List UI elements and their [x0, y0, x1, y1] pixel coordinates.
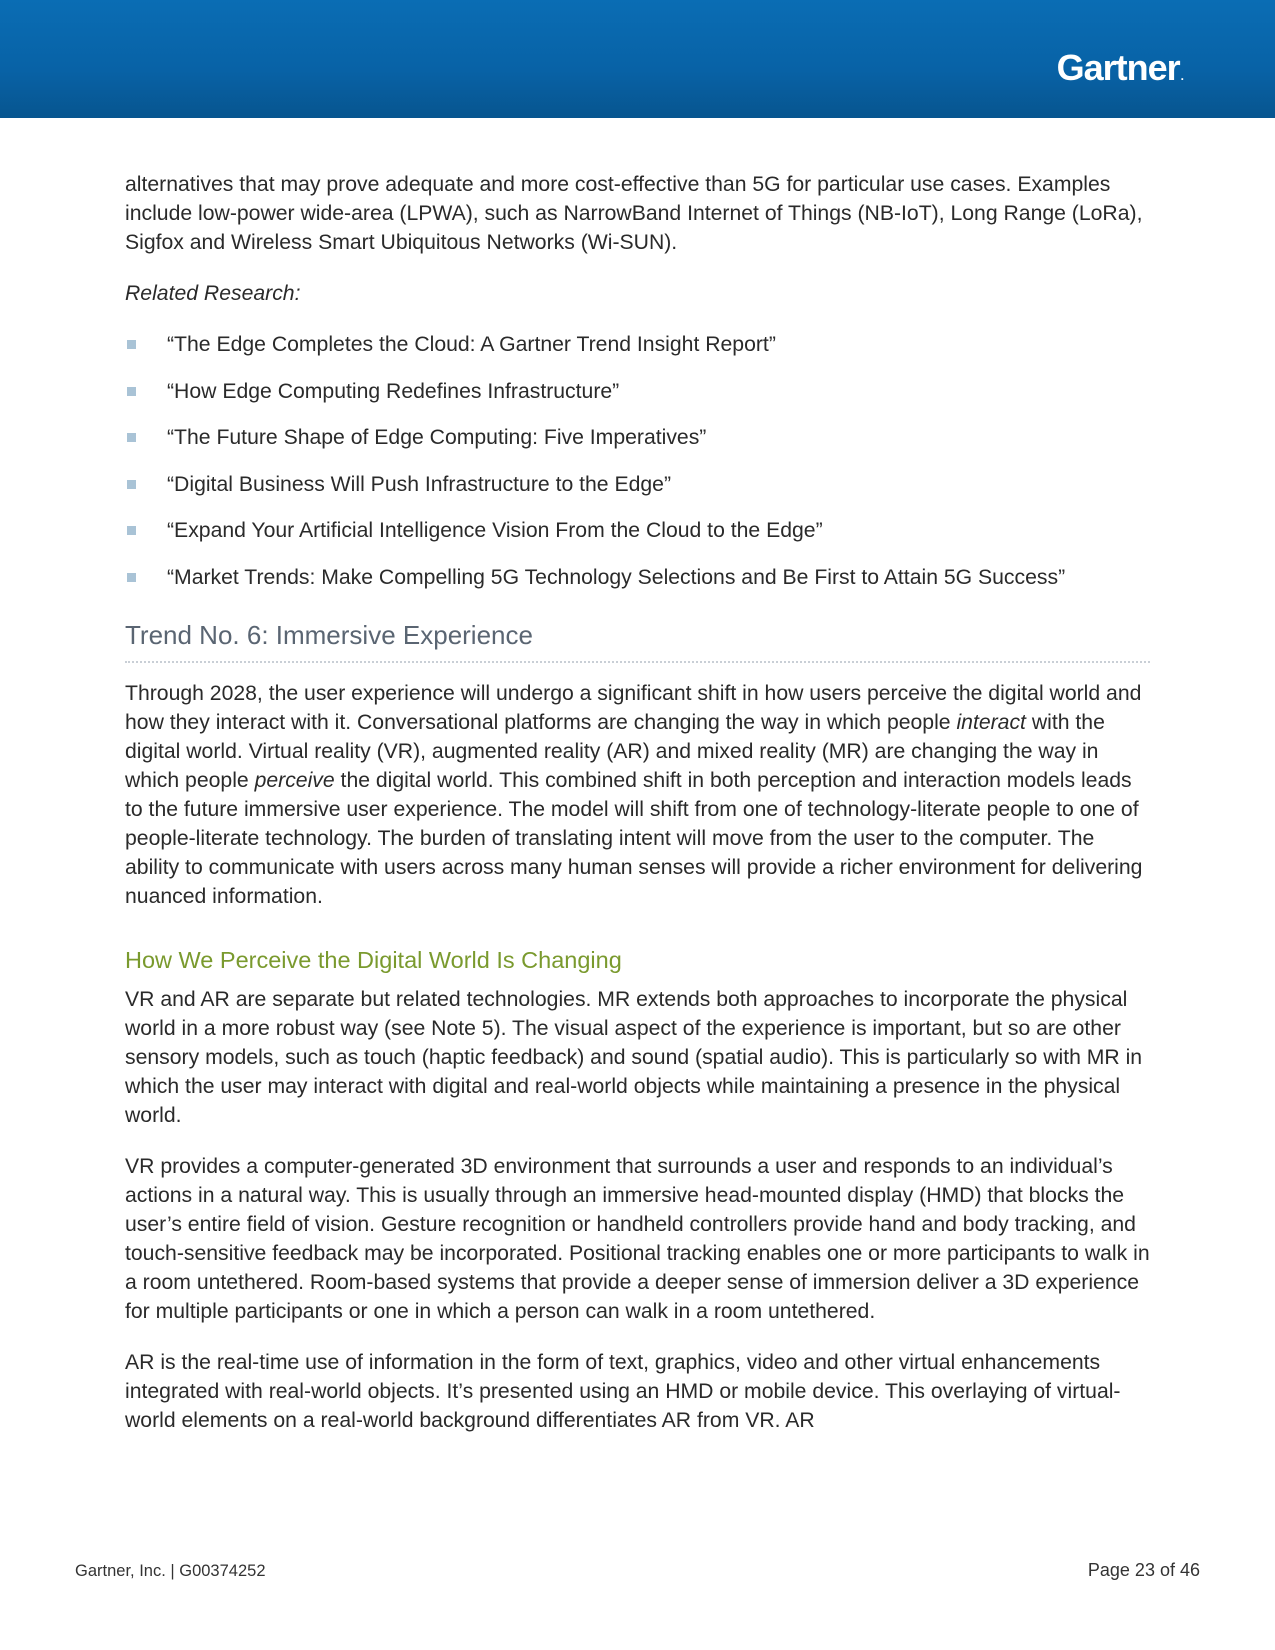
research-item-text: “Expand Your Artificial Intelligence Vision From the Cloud to the Edge”: [167, 519, 823, 542]
related-research-list: [125, 330, 1150, 592]
sub-heading: How We Perceive the Digital World Is Changing: [125, 946, 622, 973]
trend-text-2: with the digital world. Virtual reality (VR), augmented reality (AR) and mixed reality (MR) are changing the way in which people: [125, 710, 1105, 792]
trend-emphasis-perceive: perceive: [254, 768, 335, 792]
logo-dot: .: [1180, 69, 1183, 83]
vr-ar-paragraph: VR and AR are separate but related technologies. MR extends both approaches to incorporate the physical world in a more robust way (see Note 5). The visual aspect of the experience is important, but so are other sensory models, such as touch (haptic feedback) and sound (spatial audio). This is particularly so with MR in which the user may interact with digital and real-world objects while maintaining a presence in the physical world.: [125, 987, 1143, 1127]
trend-text-3: the digital world. This combined shift in both perception and interaction models leads to the future immersive user experience. The model will shift from one of technology-literate people to one of people-literate technology. The burden of translating intent will move from the user to the computer. The ability to communicate with users across many human senses will provide a richer environment for delivering nuanced information.: [125, 768, 1143, 908]
related-research-label: Related Research:: [125, 282, 301, 305]
square-bullet-icon: [127, 433, 136, 442]
research-item[interactable]: [125, 563, 1150, 592]
research-item-text: “The Edge Completes the Cloud: A Gartner Trend Insight Report”: [167, 333, 776, 356]
intro-paragraph: alternatives that may prove adequate and more cost-effective than 5G for particular use cases. Examples include low-power wide-area (LPWA), such as NarrowBand Internet of Things (NB-IoT), Long Range (LoRa), Sigfox and Wireless Smart Ubiquitous Networks (Wi-SUN).: [125, 173, 1143, 254]
research-item[interactable]: [125, 423, 1150, 452]
trend-emphasis-interact: interact: [956, 710, 1026, 734]
research-item[interactable]: [125, 377, 1150, 406]
trend-heading: Trend No. 6: Immersive Experience: [125, 618, 1150, 663]
square-bullet-icon: [127, 387, 136, 396]
square-bullet-icon: [127, 480, 136, 489]
page-content: [125, 170, 1150, 1435]
header-bar: [0, 0, 1275, 118]
square-bullet-icon: [127, 526, 136, 535]
square-bullet-icon: [127, 340, 136, 349]
ar-paragraph: AR is the real-time use of information in the form of text, graphics, video and other virtual enhancements integrated with real-world objects. It’s presented using an HMD or mobile device. This overlaying of virtual-world elements on a real-world background differentiates AR from VR. AR: [125, 1350, 1121, 1432]
trend-text-1: Through 2028, the user experience will undergo a significant shift in how users perceive the digital world and how they interact with it. Conversational platforms are changing the way in which people: [125, 681, 1142, 734]
gartner-logo: [1057, 48, 1183, 96]
research-item[interactable]: [125, 516, 1150, 545]
research-item-text: “Market Trends: Make Compelling 5G Technology Selections and Be First to Attain 5G Success”: [167, 565, 1066, 589]
footer-publisher: Gartner, Inc. | G00374252: [75, 1562, 266, 1580]
research-item[interactable]: [125, 470, 1150, 499]
logo-text: Gartner: [1056, 47, 1180, 88]
research-item[interactable]: [125, 330, 1150, 359]
footer-page-number: Page 23 of 46: [1087, 1560, 1200, 1580]
research-item-text: “Digital Business Will Push Infrastructure to the Edge”: [167, 472, 671, 496]
vr-paragraph: VR provides a computer-generated 3D environment that surrounds a user and responds to an individual’s actions in a natural way. This is usually through an immersive head-mounted display (HMD) that blocks the user’s entire field of vision. Gesture recognition or handheld controllers provide hand and body tracking, and touch-sensitive feedback may be incorporated. Positional tracking enables one or more participants to walk in a room untethered. Room-based systems that provide a deeper sense of immersion deliver a 3D experience for multiple participants or one in which a person can walk in a room untethered.: [125, 1154, 1150, 1323]
research-item-text: “How Edge Computing Redefines Infrastructure”: [167, 379, 620, 403]
trend-paragraph: [125, 679, 1150, 911]
research-item-text: “The Future Shape of Edge Computing: Five Imperatives”: [167, 426, 707, 449]
square-bullet-icon: [127, 573, 136, 582]
